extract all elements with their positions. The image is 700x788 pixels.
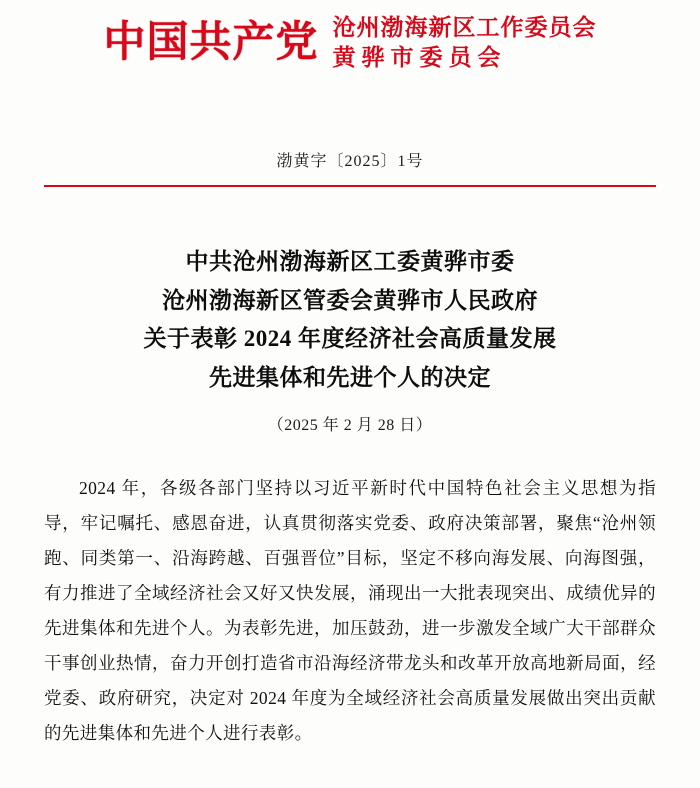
document-title-line-4: 先进集体和先进个人的决定 (209, 364, 491, 390)
document-number: 渤黄字〔2025〕1号 (276, 153, 424, 171)
document-title-block (44, 243, 656, 398)
document-date: （2025 年 2 月 28 日） (267, 416, 433, 434)
letterhead-main-title: 中国共产党 (103, 20, 319, 66)
letterhead (44, 0, 656, 76)
document-body (44, 471, 656, 751)
document-title-line-1: 中共沧州渤海新区工委黄骅市委 (185, 249, 515, 275)
body-paragraph-1: 2024 年，各级各部门坚持以习近平新时代中国特色社会主义思想为指导，牢记嘱托、感恩奋进，认真贯彻落实党委、政府决策部署，聚焦“沧州领跑、同类第一、沿海跨越、百强晋位”目标，坚定不移向海发展、向海图强，有力推进了全域经济社会又好又快发展，涌现出一大批表现突出、成绩优异的先进集体和先进个人。为表彰先进，加压鼓劲，进一步激发全域广大干部群众干事创业热情，奋力开创打造省市沿海经济带龙头和改革开放高地新局面，经党委、政府研究，决定对 2024 年度为全域经济社会高质量发展做出突出贡献的先进集体和先进个人进行表彰。 (44, 477, 656, 743)
document-title-line-3: 关于表彰 2024 年度经济社会高质量发展 (143, 326, 557, 352)
letterhead-org-line-1: 沧州渤海新区工作委员会 (332, 15, 597, 40)
document-title-line-2: 沧州渤海新区管委会黄骅市人民政府 (162, 287, 538, 313)
letterhead-org-block (333, 14, 597, 72)
letterhead-org-line-2: 黄骅市委员会 (332, 45, 507, 71)
red-divider-rule (44, 185, 656, 187)
